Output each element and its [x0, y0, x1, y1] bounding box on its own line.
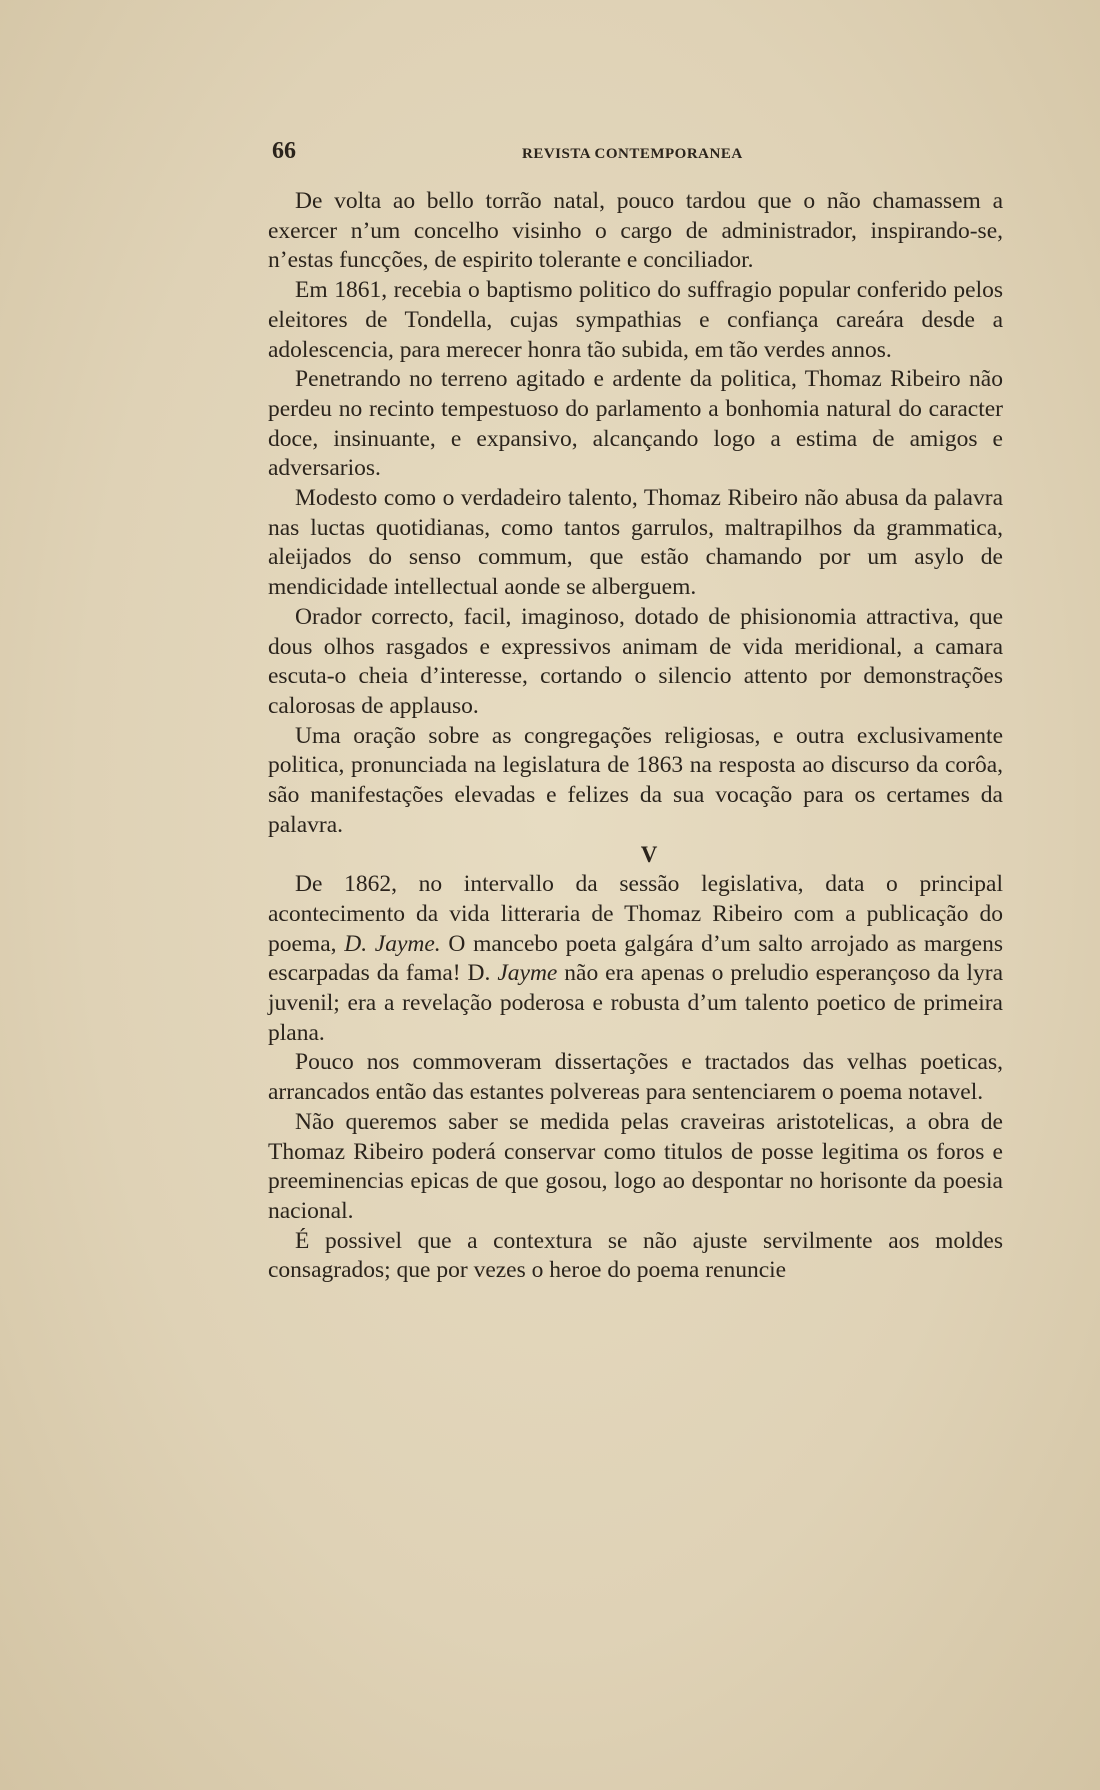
paragraph: Orador correcto, facil, imaginoso, dotado de phisionomia attractiva, que dous olhos rasgados e expressivos animam de vida meridional, a camara escuta-o cheia d’interesse, cortando o silencio attento por demonstrações calorosas de applauso.	[268, 603, 1003, 719]
paragraph: Uma oração sobre as congregações religiosas, e outra exclusivamente politica, pronunciada na legislatura de 1863 na resposta ao discurso da corôa, são manifestações elevadas e felizes da sua vocação para os certames da palavra.	[268, 722, 1003, 838]
paragraph: Modesto como o verdadeiro talento, Thomaz Ribeiro não abusa da palavra nas luctas quotidianas, como tantos garrulos, maltrapilhos da grammatica, aleijados do senso commum, que estão chamando por um asylo de mendicidade intellectual aonde se alberguem.	[268, 485, 1003, 601]
paragraph-text: O mancebo poeta galgára d’um salto arrojado as margens escarpadas da fama! D.	[268, 930, 1003, 987]
page-number: 66	[272, 138, 296, 164]
body-text	[268, 187, 1003, 1286]
running-title: REVISTA CONTEMPORANEA	[522, 146, 743, 162]
paragraph-text: De 1862, no intervallo da sessão legislativa, data o principal acontecimento da vida litteraria de Thomaz Ribeiro com a publicação do poema,	[268, 871, 1003, 957]
paragraph-text: não era apenas o preludio esperançoso da lyra juvenil; era a revelação poderosa e robusta d’um talento poetico de primeira plana.	[268, 960, 1003, 1046]
section-heading: V	[640, 842, 658, 868]
paragraph: Penetrando no terreno agitado e ardente da politica, Thomaz Ribeiro não perdeu no recinto tempestuoso do parlamento a bonhomia natural do caracter doce, insinuante, e expansivo, alcançando logo a estima de amigos e adversarios.	[268, 366, 1003, 482]
paragraph: É possivel que a contextura se não ajuste servilmente aos moldes consagrados; que por vezes o heroe do poema renuncie	[268, 1227, 1003, 1284]
poem-title: D. Jayme.	[344, 930, 441, 957]
paragraph: De volta ao bello torrão natal, pouco tardou que o não chamassem a exercer n’um concelho visinho o cargo de administrador, inspirando-se, n’estas funcções, de espirito tolerante e conciliador.	[268, 188, 1003, 274]
paragraph	[268, 870, 1003, 1048]
paragraph: Não queremos saber se medida pelas craveiras aristotelicas, a obra de Thomaz Ribeiro poderá conservar como titulos de posse legitima os foros e preeminencias epicas de que gosou, logo ao despontar no horisonte da poesia nacional.	[268, 1108, 1003, 1224]
paragraph: Pouco nos commoveram dissertações e tractados das velhas poeticas, arrancados então das estantes polvereas para sentenciarem o poema notavel.	[268, 1049, 1003, 1106]
page-header	[272, 138, 1000, 168]
paragraph: Em 1861, recebia o baptismo politico do suffragio popular conferido pelos eleitores de Tondella, cujas sympathias e confiança careára desde a adolescencia, para merecer honra tão subida, em tão verdes annos.	[268, 277, 1003, 363]
poem-title: Jayme	[497, 960, 558, 987]
